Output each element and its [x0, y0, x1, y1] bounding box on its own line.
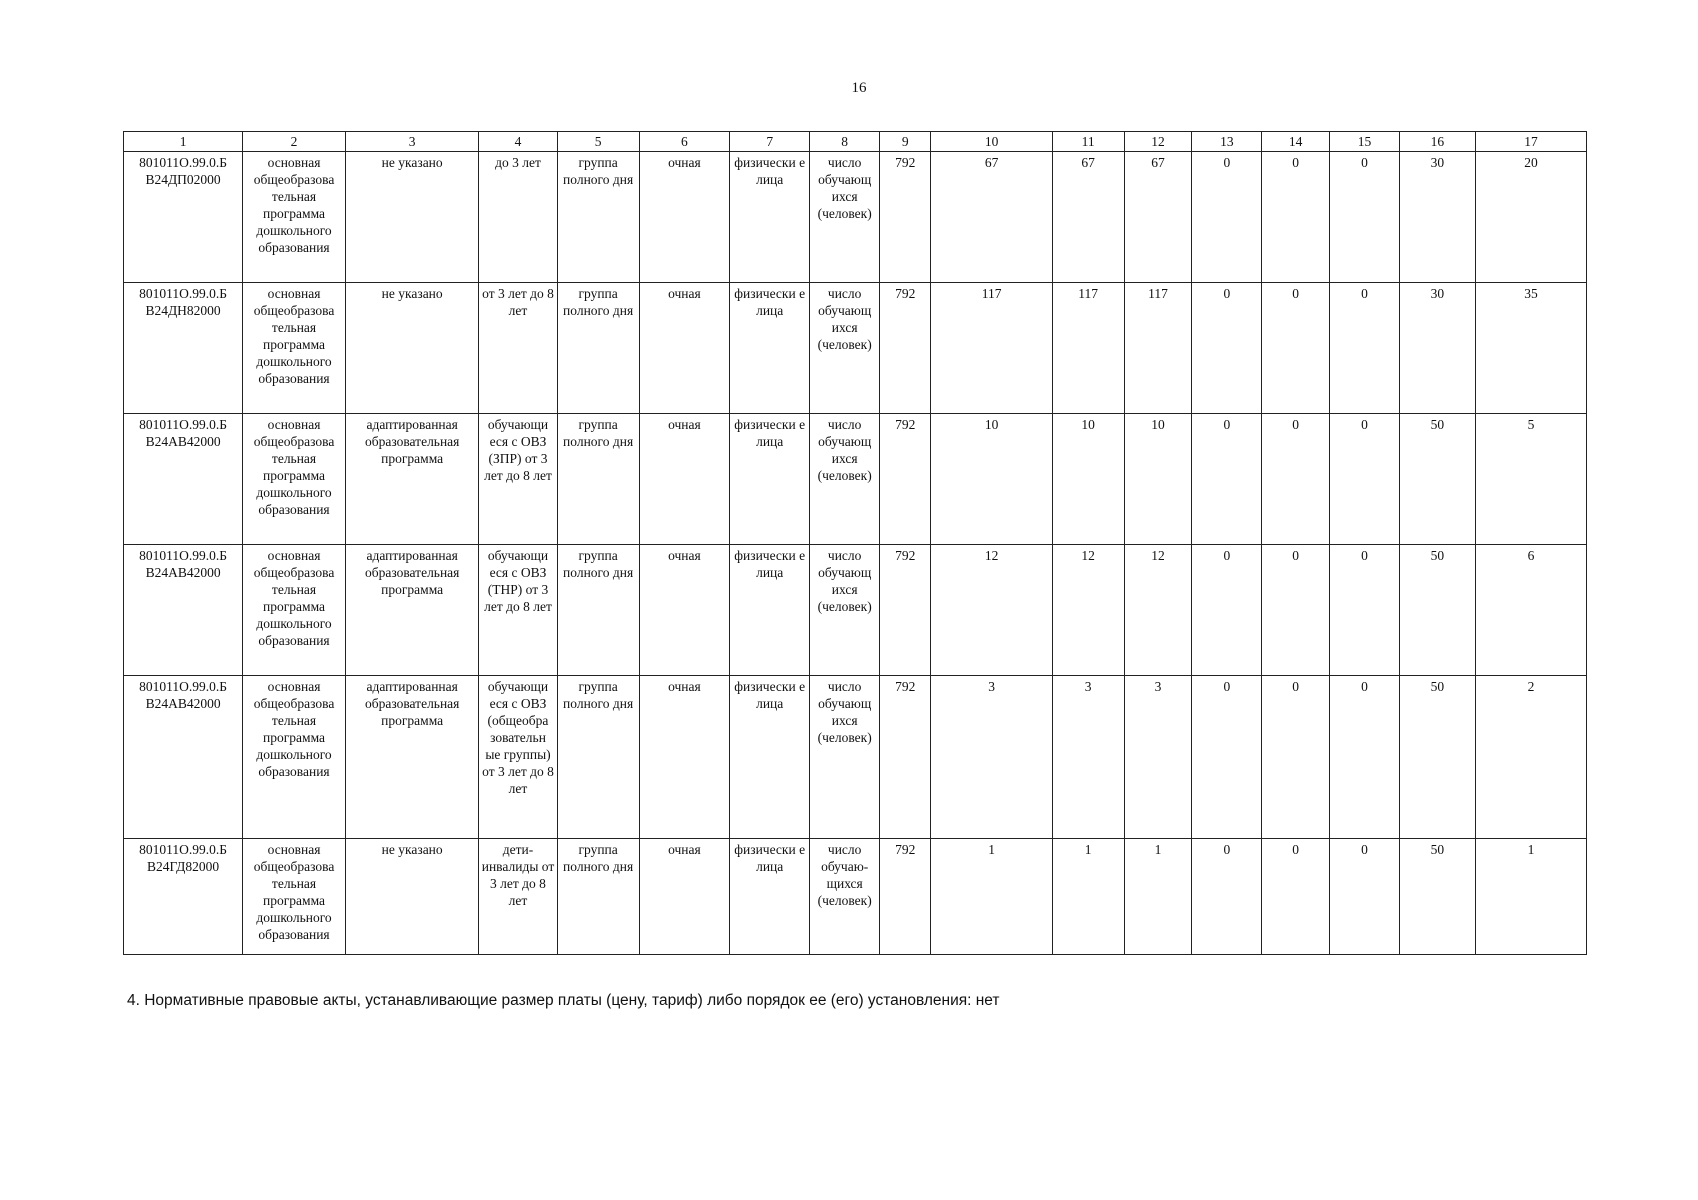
table-cell: 50: [1399, 676, 1475, 839]
table-cell: физически е лица: [730, 283, 810, 414]
table-cell: 10: [1052, 414, 1124, 545]
table-cell: основная общеобразова тельная программа дошкольного образования: [243, 839, 346, 955]
table-cell: группа полного дня: [557, 414, 639, 545]
table-row: [124, 676, 1587, 839]
header-cell: 6: [639, 132, 729, 152]
table-cell: основная общеобразова тельная программа дошкольного образования: [243, 283, 346, 414]
table-cell: 50: [1399, 839, 1475, 955]
table-cell: группа полного дня: [557, 839, 639, 955]
table-cell: группа полного дня: [557, 545, 639, 676]
header-cell: 7: [730, 132, 810, 152]
table-cell: 0: [1192, 545, 1262, 676]
table-cell: 0: [1330, 414, 1400, 545]
table-cell: 30: [1399, 152, 1475, 283]
table-cell: 12: [1124, 545, 1192, 676]
table-row: [124, 283, 1587, 414]
table-cell: 801011О.99.0.Б В24ГД82000: [124, 839, 243, 955]
table-cell: 67: [1052, 152, 1124, 283]
table-cell: не указано: [345, 839, 479, 955]
table-cell: 0: [1262, 839, 1330, 955]
header-cell: 5: [557, 132, 639, 152]
data-table: [123, 131, 1587, 955]
table-cell: 10: [931, 414, 1052, 545]
table-cell: основная общеобразова тельная программа дошкольного образования: [243, 545, 346, 676]
table-cell: число обучающ ихся (человек): [810, 152, 880, 283]
table-cell: обучающи еся с ОВЗ (ТНР) от 3 лет до 8 лет: [479, 545, 557, 676]
table-cell: 0: [1262, 283, 1330, 414]
header-cell: 2: [243, 132, 346, 152]
table-cell: обучающи еся с ОВЗ (общеобра зовательн ые группы) от 3 лет до 8 лет: [479, 676, 557, 839]
table-cell: 0: [1262, 414, 1330, 545]
table-cell: 0: [1330, 545, 1400, 676]
table-cell: 1: [1124, 839, 1192, 955]
header-cell: 8: [810, 132, 880, 152]
table-cell: 30: [1399, 283, 1475, 414]
table-body: [124, 152, 1587, 955]
table-cell: не указано: [345, 283, 479, 414]
table-cell: 792: [880, 152, 931, 283]
table-cell: 35: [1475, 283, 1586, 414]
table-cell: 67: [931, 152, 1052, 283]
table-cell: 801011О.99.0.Б В24ДП02000: [124, 152, 243, 283]
table-cell: основная общеобразова тельная программа дошкольного образования: [243, 676, 346, 839]
table-cell: 0: [1330, 152, 1400, 283]
header-cell: 10: [931, 132, 1052, 152]
table-cell: 10: [1124, 414, 1192, 545]
header-cell: 14: [1262, 132, 1330, 152]
table-cell: адаптированная образовательная программа: [345, 676, 479, 839]
table-cell: 792: [880, 414, 931, 545]
table-cell: от 3 лет до 8 лет: [479, 283, 557, 414]
table-cell: 0: [1192, 283, 1262, 414]
table-cell: очная: [639, 283, 729, 414]
table-cell: 792: [880, 283, 931, 414]
table-cell: 792: [880, 839, 931, 955]
table-cell: 3: [1052, 676, 1124, 839]
table-header: [124, 132, 1587, 152]
header-cell: 9: [880, 132, 931, 152]
table-cell: 67: [1124, 152, 1192, 283]
table-cell: 3: [931, 676, 1052, 839]
table-cell: 0: [1262, 545, 1330, 676]
header-cell: 3: [345, 132, 479, 152]
table-cell: адаптированная образовательная программа: [345, 414, 479, 545]
table-cell: физически е лица: [730, 676, 810, 839]
table-cell: 0: [1330, 676, 1400, 839]
table-cell: 0: [1192, 839, 1262, 955]
table-cell: 12: [1052, 545, 1124, 676]
table-cell: 3: [1124, 676, 1192, 839]
table-cell: дети-инвалиды от 3 лет до 8 лет: [479, 839, 557, 955]
table-cell: число обучающ ихся (человек): [810, 414, 880, 545]
table-cell: 5: [1475, 414, 1586, 545]
table-cell: очная: [639, 545, 729, 676]
table-cell: 6: [1475, 545, 1586, 676]
table-cell: очная: [639, 676, 729, 839]
table-cell: число обучающ ихся (человек): [810, 283, 880, 414]
table-cell: 1: [931, 839, 1052, 955]
table-cell: 792: [880, 676, 931, 839]
table-row: [124, 152, 1587, 283]
header-cell: 4: [479, 132, 557, 152]
table-cell: число обучающ ихся (человек): [810, 545, 880, 676]
table-cell: основная общеобразова тельная программа дошкольного образования: [243, 414, 346, 545]
table-cell: 117: [1052, 283, 1124, 414]
table-row: [124, 545, 1587, 676]
table-cell: очная: [639, 414, 729, 545]
table-cell: 1: [1475, 839, 1586, 955]
table-cell: основная общеобразова тельная программа дошкольного образования: [243, 152, 346, 283]
table-cell: 0: [1262, 676, 1330, 839]
table-cell: 0: [1192, 152, 1262, 283]
table-cell: 0: [1330, 839, 1400, 955]
table-cell: 792: [880, 545, 931, 676]
table-cell: очная: [639, 839, 729, 955]
table-cell: 0: [1192, 414, 1262, 545]
table-cell: 117: [931, 283, 1052, 414]
table-cell: 117: [1124, 283, 1192, 414]
table-cell: 801011О.99.0.Б В24ДН82000: [124, 283, 243, 414]
table-cell: 20: [1475, 152, 1586, 283]
table-cell: 0: [1262, 152, 1330, 283]
table-cell: 50: [1399, 545, 1475, 676]
table-cell: очная: [639, 152, 729, 283]
table-cell: 1: [1052, 839, 1124, 955]
normative-acts-note: 4. Нормативные правовые акты, устанавливающие размер платы (цену, тариф) либо порядок ее (его) установления: нет: [127, 992, 1000, 1009]
table-row: [124, 414, 1587, 545]
header-cell: 17: [1475, 132, 1586, 152]
header-cell: 1: [124, 132, 243, 152]
header-cell: 13: [1192, 132, 1262, 152]
page-number: 16: [851, 80, 867, 96]
table-cell: группа полного дня: [557, 283, 639, 414]
table-cell: группа полного дня: [557, 676, 639, 839]
table-cell: физически е лица: [730, 839, 810, 955]
table-cell: 50: [1399, 414, 1475, 545]
table-cell: адаптированная образовательная программа: [345, 545, 479, 676]
table-cell: число обучаю-щихся (человек): [810, 839, 880, 955]
header-cell: 15: [1330, 132, 1400, 152]
table-cell: физически е лица: [730, 545, 810, 676]
table-cell: 2: [1475, 676, 1586, 839]
header-row: [124, 132, 1587, 152]
table-cell: 12: [931, 545, 1052, 676]
table-row: [124, 839, 1587, 955]
table-cell: число обучающ ихся (человек): [810, 676, 880, 839]
table-cell: 0: [1192, 676, 1262, 839]
header-cell: 12: [1124, 132, 1192, 152]
table-cell: физически е лица: [730, 414, 810, 545]
table-cell: не указано: [345, 152, 479, 283]
table-cell: 0: [1330, 283, 1400, 414]
table-cell: 801011О.99.0.Б В24АВ42000: [124, 545, 243, 676]
table-cell: обучающи еся с ОВЗ (ЗПР) от 3 лет до 8 лет: [479, 414, 557, 545]
table-cell: 801011О.99.0.Б В24АВ42000: [124, 676, 243, 839]
header-cell: 16: [1399, 132, 1475, 152]
header-cell: 11: [1052, 132, 1124, 152]
table-cell: физически е лица: [730, 152, 810, 283]
table-cell: 801011О.99.0.Б В24АВ42000: [124, 414, 243, 545]
table-cell: до 3 лет: [479, 152, 557, 283]
table-cell: группа полного дня: [557, 152, 639, 283]
